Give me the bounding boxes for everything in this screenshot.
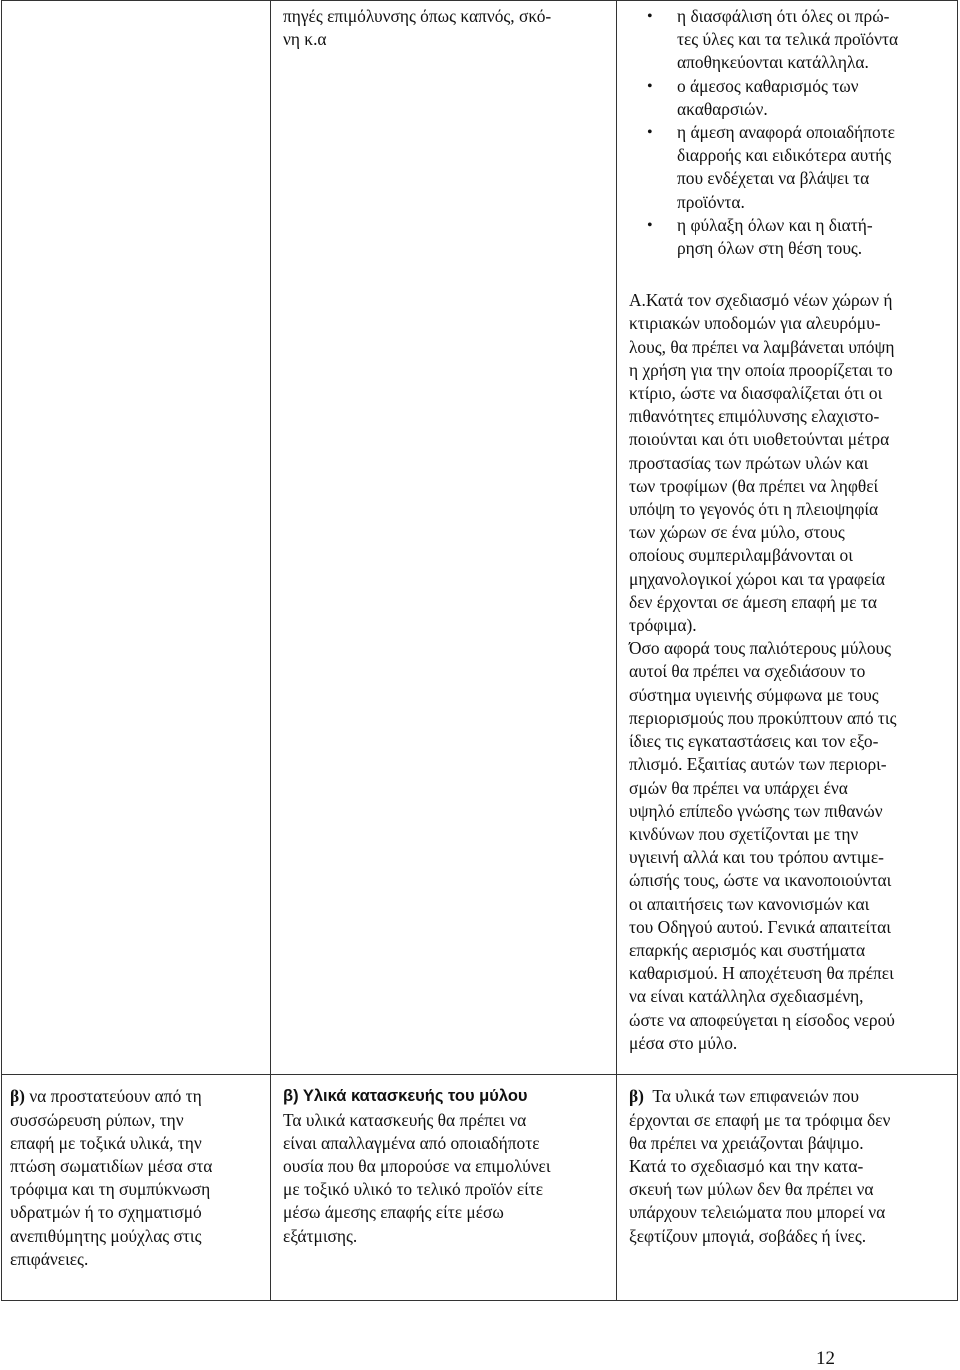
list-item: • ο άμεσος καθαρισμός των ακαθαρσιών. (629, 75, 951, 121)
table-row (2, 1075, 958, 1301)
list-item: • η φύλαξη όλων και η διατή- ρηση όλων στη θέση τους. (629, 214, 951, 260)
row2-col1-cell (2, 1075, 271, 1301)
materials-heading: β) Υλικά κατασκευής του μύλου (283, 1087, 528, 1106)
protection-paragraph (10, 1085, 262, 1271)
col2-text: πηγές επιμόλυνσης όπως καπνός, σκό- νη κ.α (283, 6, 552, 50)
page-number: 12 (816, 1348, 835, 1369)
protection-text: να προστατεύουν από τη συσσώρευση ρύπων, την επαφή με τοξικά υλικά, την πτώση σωματιδίων μέσα στα τρόφιμα και τη συμπύκνωση υδρατμών ή το σχηματισμό ανεπιθύμητης μούχλας στις επιφάνειες. (10, 1086, 213, 1269)
design-paragraph-b: Όσο αφορά τους παλιότερους μύλους αυτοί θα πρέπει να σχεδιάσουν το σύστημα υγιεινής σύμφωνα με τους περιορισμούς που προκύπτουν από τις ίδιες τις εγκαταστάσεις και τον εξο- πλισμό. Εξαιτίας αυτών των περιορι- σμών θα πρέπει να υπάρχει ένα υψηλό επίπεδο γνώσης των πιθανών κινδύνων που σχετίζονται με την υγιεινή αλλά και του τρόπου αντιμε- ώπισής τους, ώστε να ικανοποιούνται οι απαιτήσεις των κανονισμών και του Οδηγού αυτού. Γενικά απαιτείται επαρκής αερισμός και συστήματα καθαρισμού. Η αποχέτευση θα πρέπει να είναι κατάλληλα σχεδιασμένη, ώστε να αποφεύγεται η είσοδος νερού μέσα στο μύλο. (629, 638, 897, 1053)
surfaces-paragraph (629, 1085, 951, 1247)
list-item: • η άμεση αναφορά οποιαδήποτε διαρροής και ειδικότερα αυτής που ενδέχεται να βλάψει τα προϊόντα. (629, 121, 951, 214)
item-label: β) (629, 1086, 644, 1107)
row1-col3-cell (617, 1, 958, 1075)
content-table (1, 0, 958, 1301)
row1-col2-cell (271, 1, 617, 1075)
row1-col1-cell (2, 1, 271, 1075)
item-label: β) (10, 1086, 25, 1107)
list-item: • η διασφάλιση ότι όλες οι πρώ- τες ύλες και τα τελικά προϊόντα αποθηκεύονται κατάλληλα. (629, 5, 951, 75)
design-paragraph-a: Α.Κατά τον σχεδιασμό νέων χώρων ή κτιριακών υποδομών για αλευρόμυ- λους, θα πρέπει να λαμβάνεται υπόψη η χρήση για την οποία προορίζεται το κτίριο, ώστε να διασφαλίζεται ότι οι πιθανότητες επιμόλυνσης ελαχιστο- ποιούνται και ότι υιοθετούνται μέτρα προστασίας των πρώτων υλών και των τροφίμων (θα πρέπει να ληφθεί υπόψη το γεγονός ότι η πλειοψηφία των χώρων σε ένα μύλο, στους οποίους συμπεριλαμβάνονται οι μηχανολογικοί χώροι και τα γραφεία δεν έρχονται σε άμεση επαφή με τα τρόφιμα). (629, 290, 895, 636)
row2-col3-cell (617, 1075, 958, 1301)
hygiene-bullet-list (629, 5, 951, 260)
surfaces-text: Τα υλικά των επιφανειών που έρχονται σε επαφή με τα τρόφιμα δεν θα πρέπει να χρειάζονται βάψιμο. Κατά το σχεδιασμό και την κατα- σκευή των μύλων δεν θα πρέπει να υπάρχουν τελειώματα που μπορεί να ξεφτίζουν μπογιά, σοβάδες ή ίνες. (629, 1086, 891, 1246)
materials-text: Τα υλικά κατασκευής θα πρέπει να είναι απαλλαγμένα από οποιαδήποτε ουσία που θα μπορούσε να επιμολύνει με τοξικό υλικό το τελικό προϊόν είτε μέσω άμεσης επαφής είτε μέσω εξάτμισης. (283, 1109, 551, 1246)
row2-col2-cell (271, 1075, 617, 1301)
table-row (2, 1, 958, 1075)
